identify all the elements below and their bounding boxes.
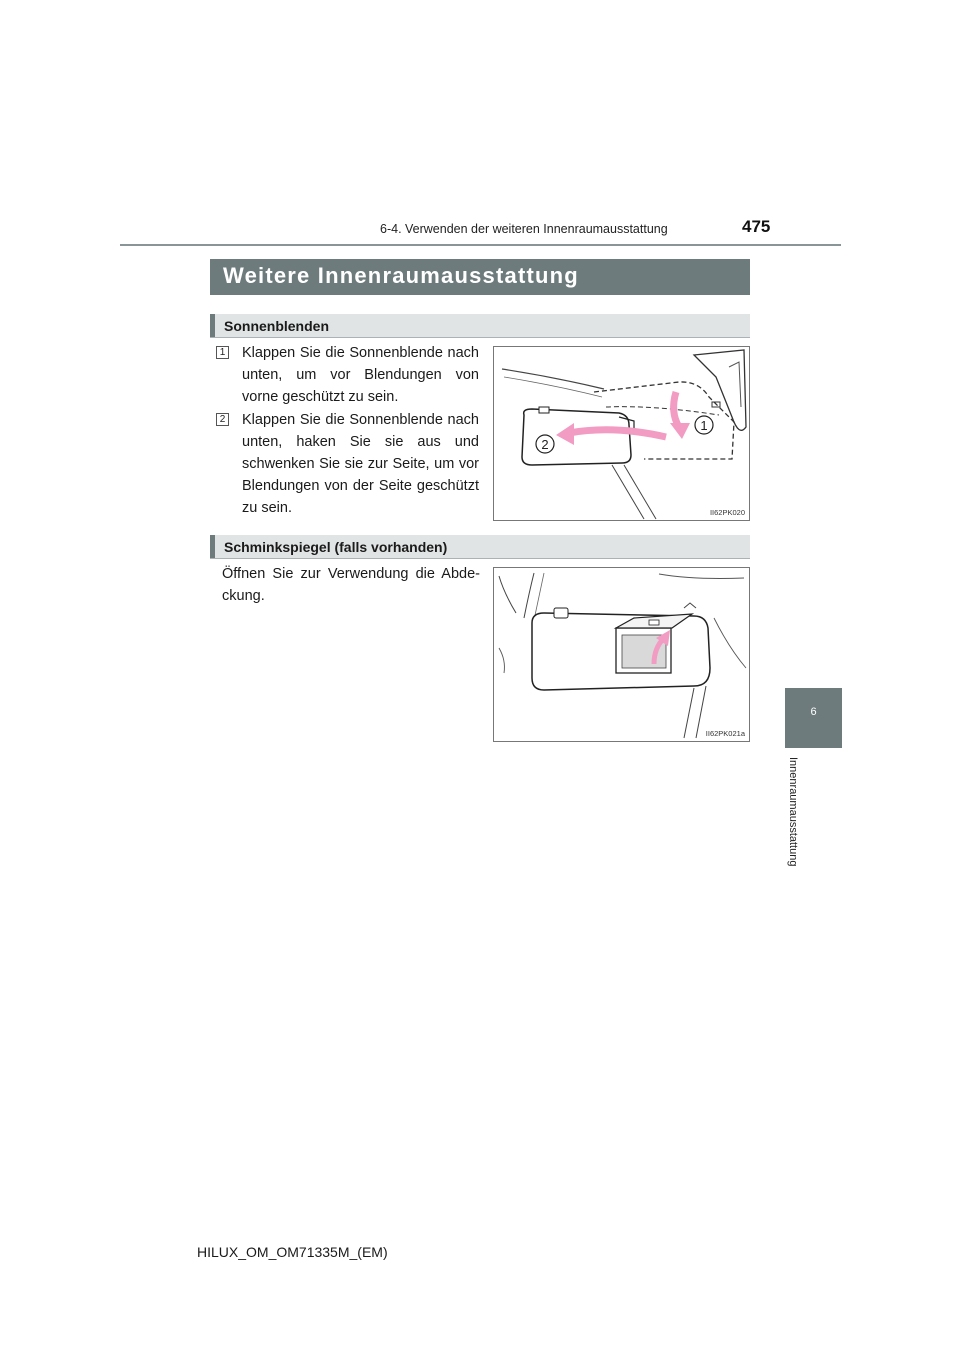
figure-code: II62PK020 [709, 508, 745, 517]
chapter-label: Innenraumausstattung [787, 757, 799, 867]
item-number-badge: 1 [216, 346, 229, 359]
footer-document-id: HILUX_OM_OM71335M_(EM) [197, 1244, 388, 1260]
header-section-title: 6-4. Verwenden der weiteren Innenraumausstattung [380, 222, 668, 236]
item-number-badge: 2 [216, 413, 229, 426]
section-heading-accent [210, 535, 215, 559]
svg-text:2: 2 [541, 437, 549, 452]
section-heading-rule [210, 558, 750, 559]
section-heading-rule [210, 337, 750, 338]
header-rule [120, 244, 841, 246]
item-text: Klappen Sie die Sonnenblende nach unten, haken Sie sie aus und schwenken Sie sie zur Seite, um vor Blendungen von der Seite geschützt zu sein. [242, 412, 479, 516]
sun-visor-figure [493, 346, 750, 521]
main-title: Weitere Innenraumausstattung [223, 263, 579, 288]
section-text: Öffnen Sie zur Verwendung die Abde-ckung. [222, 566, 480, 604]
item-text: Klappen Sie die Sonnenblende nach unten, um vor Blendungen von vorne geschützt zu sein. [242, 345, 479, 405]
chapter-number: 6 [810, 706, 817, 718]
page-number: 475 [742, 217, 771, 236]
section-title-sonnenblenden: Sonnenblenden [224, 318, 329, 334]
chapter-tab [785, 688, 842, 748]
section-heading-accent [210, 314, 215, 338]
vanity-mirror-figure [493, 567, 750, 742]
sun-visor-illustration [494, 347, 749, 520]
figure-code: II62PK021a [705, 729, 745, 738]
svg-text:1: 1 [700, 418, 708, 433]
vanity-mirror-illustration [494, 568, 749, 741]
section-title-schminkspiegel: Schminkspiegel (falls vorhanden) [224, 539, 448, 555]
